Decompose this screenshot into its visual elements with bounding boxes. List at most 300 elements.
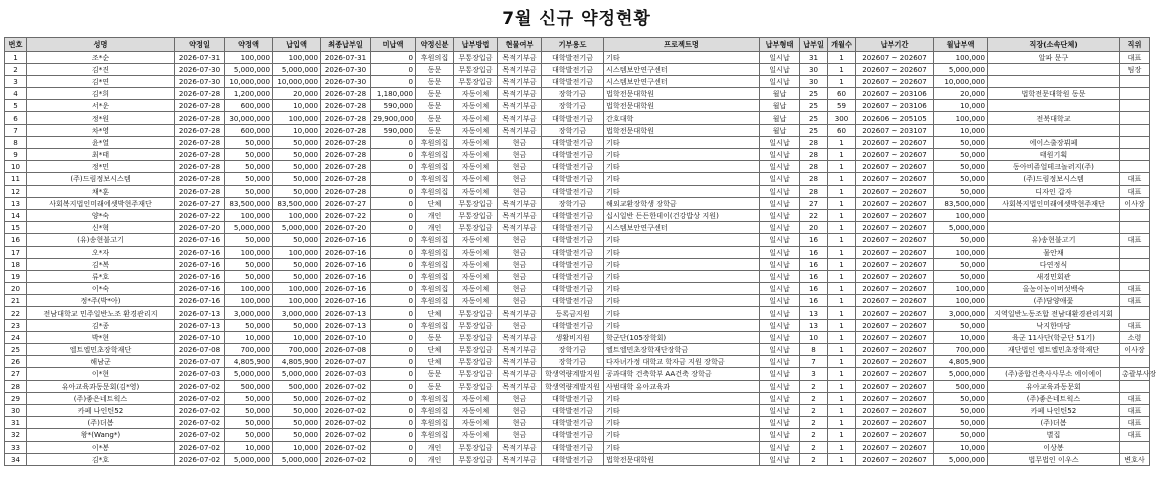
cell-workplace bbox=[988, 75, 1120, 87]
cell-no: 30 bbox=[5, 404, 27, 416]
cell-payment-period: 202607 ~ 202607 bbox=[856, 453, 934, 465]
cell-unpaid-amount: 1,180,000 bbox=[371, 88, 416, 100]
cell-payment-type: 일시납 bbox=[760, 441, 800, 453]
cell-project-name: 기타 bbox=[604, 149, 760, 161]
cell-payment-day: 28 bbox=[800, 161, 828, 173]
cell-payment-method: 무통장입금 bbox=[454, 63, 498, 75]
cell-donor-type: 후원의집 bbox=[416, 283, 454, 295]
header-col-pledge-date: 약정일 bbox=[175, 38, 225, 52]
cell-payment-type: 일시납 bbox=[760, 319, 800, 331]
cell-position bbox=[1120, 100, 1150, 112]
header-col-monthly-amount: 월납부액 bbox=[934, 38, 988, 52]
cell-workplace: 알파 문구 bbox=[988, 51, 1120, 63]
cell-in-kind: 목적기부금 bbox=[498, 441, 542, 453]
cell-name: 왕*(Wang*) bbox=[27, 429, 175, 441]
cell-payment-period: 202607 ~ 202607 bbox=[856, 356, 934, 368]
cell-no: 19 bbox=[5, 270, 27, 282]
cell-workplace: 사회복지법인미래에셋박현주재단 bbox=[988, 197, 1120, 209]
cell-position bbox=[1120, 161, 1150, 173]
cell-project-name: 십시일반 든든한데이(건강밥상 지원) bbox=[604, 209, 760, 221]
cell-name: 조*순 bbox=[27, 51, 175, 63]
cell-in-kind: 목적기부금 bbox=[498, 453, 542, 465]
cell-payment-type: 일시납 bbox=[760, 404, 800, 416]
cell-pledge-date: 2026-07-02 bbox=[175, 380, 225, 392]
cell-workplace: 새경민회관 bbox=[988, 270, 1120, 282]
cell-last-payment-date: 2026-07-08 bbox=[321, 344, 371, 356]
header-col-unpaid-amount: 미납액 bbox=[371, 38, 416, 52]
cell-pledge-date: 2026-07-02 bbox=[175, 392, 225, 404]
cell-pledge-amount: 100,000 bbox=[225, 295, 273, 307]
cell-pledge-date: 2026-07-02 bbox=[175, 404, 225, 416]
cell-pledge-date: 2026-07-10 bbox=[175, 331, 225, 343]
cell-pledge-date: 2026-07-28 bbox=[175, 124, 225, 136]
cell-payment-period: 202607 ~ 202607 bbox=[856, 392, 934, 404]
cell-monthly-amount: 50,000 bbox=[934, 185, 988, 197]
header-col-workplace: 직장(소속단체) bbox=[988, 38, 1120, 52]
cell-paid-amount: 5,000,000 bbox=[273, 63, 321, 75]
cell-pledge-amount: 600,000 bbox=[225, 100, 273, 112]
cell-name: 정*주(박*아) bbox=[27, 295, 175, 307]
cell-payment-day: 2 bbox=[800, 392, 828, 404]
table-row bbox=[5, 319, 1150, 331]
cell-payment-period: 202607 ~ 202607 bbox=[856, 404, 934, 416]
cell-months: 1 bbox=[828, 307, 856, 319]
cell-workplace: 카페 나인틴52 bbox=[988, 404, 1120, 416]
cell-in-kind: 목적기부금 bbox=[498, 112, 542, 124]
cell-pledge-date: 2026-07-22 bbox=[175, 209, 225, 221]
cell-pledge-date: 2026-07-16 bbox=[175, 283, 225, 295]
cell-donation-purpose: 대학발전기금 bbox=[542, 185, 604, 197]
cell-workplace: 재단법인 엘트엘민초장학재단 bbox=[988, 344, 1120, 356]
cell-donation-purpose: 대학발전기금 bbox=[542, 149, 604, 161]
cell-payment-period: 202607 ~ 202607 bbox=[856, 368, 934, 380]
cell-no: 20 bbox=[5, 283, 27, 295]
cell-unpaid-amount: 0 bbox=[371, 319, 416, 331]
cell-project-name: 기타 bbox=[604, 161, 760, 173]
cell-project-name: 법학전문대학원 bbox=[604, 124, 760, 136]
cell-pledge-amount: 5,000,000 bbox=[225, 222, 273, 234]
pledge-table-container bbox=[4, 37, 1156, 466]
cell-project-name: 법학전문대학원 bbox=[604, 100, 760, 112]
cell-name: 엘트엘민초장학재단 bbox=[27, 344, 175, 356]
table-row bbox=[5, 429, 1150, 441]
cell-name: 오*자 bbox=[27, 246, 175, 258]
cell-unpaid-amount: 0 bbox=[371, 246, 416, 258]
header-col-payment-day: 납부일 bbox=[800, 38, 828, 52]
cell-pledge-amount: 83,500,000 bbox=[225, 197, 273, 209]
cell-project-name: 다자녀가정 대학교 학자금 지원 장학금 bbox=[604, 356, 760, 368]
cell-position: 대표 bbox=[1120, 392, 1150, 404]
cell-position bbox=[1120, 149, 1150, 161]
cell-payment-method: 자동이체 bbox=[454, 88, 498, 100]
cell-position bbox=[1120, 441, 1150, 453]
cell-last-payment-date: 2026-07-30 bbox=[321, 75, 371, 87]
cell-months: 60 bbox=[828, 88, 856, 100]
cell-unpaid-amount: 0 bbox=[371, 356, 416, 368]
cell-pledge-date: 2026-07-16 bbox=[175, 246, 225, 258]
cell-pledge-amount: 50,000 bbox=[225, 319, 273, 331]
cell-unpaid-amount: 0 bbox=[371, 258, 416, 270]
cell-payment-method: 자동이체 bbox=[454, 124, 498, 136]
cell-donor-type: 개인 bbox=[416, 222, 454, 234]
cell-name: (유)송현불고기 bbox=[27, 234, 175, 246]
cell-paid-amount: 50,000 bbox=[273, 149, 321, 161]
cell-project-name: 기타 bbox=[604, 307, 760, 319]
cell-paid-amount: 100,000 bbox=[273, 283, 321, 295]
cell-workplace: 올농이농이버섯백숙 bbox=[988, 283, 1120, 295]
cell-donor-type: 동문 bbox=[416, 63, 454, 75]
cell-donation-purpose: 대학발전기금 bbox=[542, 222, 604, 234]
cell-project-name: 기타 bbox=[604, 136, 760, 148]
cell-in-kind: 목적기부금 bbox=[498, 75, 542, 87]
cell-payment-period: 202607 ~ 202607 bbox=[856, 380, 934, 392]
cell-donation-purpose: 대학발전기금 bbox=[542, 258, 604, 270]
cell-payment-period: 202607 ~ 202607 bbox=[856, 51, 934, 63]
cell-name: (주)좋은네트웍스 bbox=[27, 392, 175, 404]
cell-pledge-amount: 600,000 bbox=[225, 124, 273, 136]
cell-payment-day: 25 bbox=[800, 100, 828, 112]
cell-monthly-amount: 50,000 bbox=[934, 392, 988, 404]
cell-project-name: 기타 bbox=[604, 246, 760, 258]
cell-name: 신*혁 bbox=[27, 222, 175, 234]
cell-unpaid-amount: 0 bbox=[371, 380, 416, 392]
cell-pledge-amount: 100,000 bbox=[225, 209, 273, 221]
cell-monthly-amount: 100,000 bbox=[934, 112, 988, 124]
cell-no: 33 bbox=[5, 441, 27, 453]
cell-payment-type: 일시납 bbox=[760, 209, 800, 221]
cell-last-payment-date: 2026-07-07 bbox=[321, 356, 371, 368]
cell-payment-period: 202607 ~ 202607 bbox=[856, 258, 934, 270]
cell-project-name: 기타 bbox=[604, 319, 760, 331]
cell-donor-type: 후원의집 bbox=[416, 404, 454, 416]
cell-unpaid-amount: 0 bbox=[371, 295, 416, 307]
table-row bbox=[5, 246, 1150, 258]
cell-no: 2 bbox=[5, 63, 27, 75]
cell-unpaid-amount: 29,900,000 bbox=[371, 112, 416, 124]
table-row bbox=[5, 441, 1150, 453]
cell-paid-amount: 100,000 bbox=[273, 112, 321, 124]
cell-payment-period: 202607 ~ 202607 bbox=[856, 149, 934, 161]
cell-donor-type: 개인 bbox=[416, 441, 454, 453]
cell-payment-period: 202607 ~ 202607 bbox=[856, 136, 934, 148]
cell-last-payment-date: 2026-07-28 bbox=[321, 161, 371, 173]
cell-unpaid-amount: 0 bbox=[371, 429, 416, 441]
cell-name: 김*복 bbox=[27, 258, 175, 270]
cell-donor-type: 개인 bbox=[416, 453, 454, 465]
cell-payment-method: 자동이체 bbox=[454, 392, 498, 404]
cell-donation-purpose: 장학기금 bbox=[542, 344, 604, 356]
cell-payment-method: 무통장입금 bbox=[454, 453, 498, 465]
cell-payment-method: 무통장입금 bbox=[454, 344, 498, 356]
cell-project-name: 기타 bbox=[604, 258, 760, 270]
cell-position: 대표 bbox=[1120, 173, 1150, 185]
cell-payment-day: 30 bbox=[800, 63, 828, 75]
cell-payment-type: 일시납 bbox=[760, 429, 800, 441]
cell-monthly-amount: 50,000 bbox=[934, 149, 988, 161]
cell-payment-method: 자동이체 bbox=[454, 258, 498, 270]
cell-workplace bbox=[988, 356, 1120, 368]
cell-paid-amount: 50,000 bbox=[273, 136, 321, 148]
cell-unpaid-amount: 0 bbox=[371, 404, 416, 416]
cell-position bbox=[1120, 356, 1150, 368]
cell-payment-method: 무통장입금 bbox=[454, 51, 498, 63]
cell-pledge-date: 2026-07-28 bbox=[175, 112, 225, 124]
cell-months: 1 bbox=[828, 246, 856, 258]
cell-no: 11 bbox=[5, 173, 27, 185]
cell-workplace: (주)드림정보시스템 bbox=[988, 173, 1120, 185]
cell-donor-type: 후원의집 bbox=[416, 149, 454, 161]
cell-project-name: 기타 bbox=[604, 51, 760, 63]
cell-project-name: 기타 bbox=[604, 441, 760, 453]
cell-months: 59 bbox=[828, 100, 856, 112]
cell-no: 12 bbox=[5, 185, 27, 197]
table-row bbox=[5, 307, 1150, 319]
cell-payment-type: 일시납 bbox=[760, 392, 800, 404]
cell-payment-method: 무통장입금 bbox=[454, 380, 498, 392]
cell-monthly-amount: 5,000,000 bbox=[934, 453, 988, 465]
cell-unpaid-amount: 590,000 bbox=[371, 124, 416, 136]
cell-no: 6 bbox=[5, 112, 27, 124]
cell-pledge-amount: 3,000,000 bbox=[225, 307, 273, 319]
cell-payment-type: 일시납 bbox=[760, 331, 800, 343]
cell-donation-purpose: 대학발전기금 bbox=[542, 453, 604, 465]
header-col-position: 직위 bbox=[1120, 38, 1150, 52]
table-row bbox=[5, 173, 1150, 185]
cell-no: 17 bbox=[5, 246, 27, 258]
cell-months: 1 bbox=[828, 344, 856, 356]
cell-payment-day: 27 bbox=[800, 197, 828, 209]
cell-paid-amount: 50,000 bbox=[273, 270, 321, 282]
cell-months: 1 bbox=[828, 283, 856, 295]
cell-payment-type: 일시납 bbox=[760, 380, 800, 392]
cell-payment-method: 자동이체 bbox=[454, 149, 498, 161]
cell-in-kind: 현금 bbox=[498, 417, 542, 429]
cell-workplace: 이상봉 bbox=[988, 441, 1120, 453]
cell-monthly-amount: 50,000 bbox=[934, 270, 988, 282]
cell-payment-period: 202607 ~ 202607 bbox=[856, 295, 934, 307]
cell-donation-purpose: 대학발전기금 bbox=[542, 51, 604, 63]
cell-pledge-date: 2026-07-02 bbox=[175, 441, 225, 453]
cell-payment-day: 2 bbox=[800, 404, 828, 416]
cell-position: 대표 bbox=[1120, 429, 1150, 441]
cell-last-payment-date: 2026-07-02 bbox=[321, 453, 371, 465]
cell-payment-method: 무통장입금 bbox=[454, 441, 498, 453]
cell-payment-period: 202607 ~ 202607 bbox=[856, 234, 934, 246]
cell-pledge-amount: 30,000,000 bbox=[225, 112, 273, 124]
cell-payment-type: 일시납 bbox=[760, 222, 800, 234]
cell-workplace: 동아비쥬얼테크놀러지(주) bbox=[988, 161, 1120, 173]
table-row bbox=[5, 404, 1150, 416]
cell-monthly-amount: 4,805,900 bbox=[934, 356, 988, 368]
cell-name: 김*연 bbox=[27, 75, 175, 87]
cell-unpaid-amount: 0 bbox=[371, 417, 416, 429]
header-col-months: 개월수 bbox=[828, 38, 856, 52]
cell-months: 1 bbox=[828, 404, 856, 416]
cell-position bbox=[1120, 258, 1150, 270]
cell-payment-type: 월납 bbox=[760, 124, 800, 136]
cell-donation-purpose: 장학기금 bbox=[542, 88, 604, 100]
cell-pledge-amount: 5,000,000 bbox=[225, 63, 273, 75]
cell-months: 1 bbox=[828, 368, 856, 380]
cell-paid-amount: 500,000 bbox=[273, 380, 321, 392]
cell-payment-type: 일시납 bbox=[760, 51, 800, 63]
cell-position: 이사장 bbox=[1120, 197, 1150, 209]
cell-payment-method: 자동이체 bbox=[454, 270, 498, 282]
cell-project-name: 법학전문대학원 bbox=[604, 453, 760, 465]
cell-donation-purpose: 대학발전기금 bbox=[542, 319, 604, 331]
cell-months: 1 bbox=[828, 270, 856, 282]
cell-in-kind: 목적기부금 bbox=[498, 100, 542, 112]
cell-project-name: 기타 bbox=[604, 283, 760, 295]
table-row bbox=[5, 344, 1150, 356]
header-col-no: 번호 bbox=[5, 38, 27, 52]
cell-months: 300 bbox=[828, 112, 856, 124]
cell-payment-day: 22 bbox=[800, 209, 828, 221]
table-row bbox=[5, 100, 1150, 112]
cell-pledge-amount: 50,000 bbox=[225, 429, 273, 441]
cell-payment-day: 13 bbox=[800, 307, 828, 319]
cell-payment-period: 202607 ~ 202607 bbox=[856, 429, 934, 441]
cell-workplace: 법무법인 이우스 bbox=[988, 453, 1120, 465]
cell-monthly-amount: 3,000,000 bbox=[934, 307, 988, 319]
cell-pledge-date: 2026-07-27 bbox=[175, 197, 225, 209]
cell-unpaid-amount: 0 bbox=[371, 283, 416, 295]
cell-in-kind: 현금 bbox=[498, 185, 542, 197]
cell-last-payment-date: 2026-07-16 bbox=[321, 295, 371, 307]
cell-months: 1 bbox=[828, 319, 856, 331]
cell-project-name: 학군단(105장학회) bbox=[604, 331, 760, 343]
cell-monthly-amount: 5,000,000 bbox=[934, 222, 988, 234]
cell-donor-type: 동문 bbox=[416, 112, 454, 124]
cell-position bbox=[1120, 222, 1150, 234]
cell-in-kind: 현금 bbox=[498, 234, 542, 246]
cell-workplace: 태원기획 bbox=[988, 149, 1120, 161]
cell-last-payment-date: 2026-07-02 bbox=[321, 404, 371, 416]
cell-last-payment-date: 2026-07-16 bbox=[321, 258, 371, 270]
cell-monthly-amount: 10,000 bbox=[934, 124, 988, 136]
cell-last-payment-date: 2026-07-02 bbox=[321, 429, 371, 441]
cell-donor-type: 후원의집 bbox=[416, 161, 454, 173]
cell-unpaid-amount: 0 bbox=[371, 136, 416, 148]
cell-months: 1 bbox=[828, 331, 856, 343]
cell-position bbox=[1120, 124, 1150, 136]
cell-monthly-amount: 50,000 bbox=[934, 136, 988, 148]
cell-payment-day: 7 bbox=[800, 356, 828, 368]
cell-monthly-amount: 50,000 bbox=[934, 258, 988, 270]
cell-position: 소령 bbox=[1120, 331, 1150, 343]
cell-pledge-date: 2026-07-28 bbox=[175, 136, 225, 148]
table-row bbox=[5, 283, 1150, 295]
cell-payment-period: 202607 ~ 203107 bbox=[856, 124, 934, 136]
cell-workplace: (주)종합건축사사무소 에이에이 bbox=[988, 368, 1120, 380]
cell-unpaid-amount: 0 bbox=[371, 185, 416, 197]
cell-no: 24 bbox=[5, 331, 27, 343]
cell-donor-type: 동문 bbox=[416, 124, 454, 136]
table-body bbox=[5, 51, 1156, 465]
cell-payment-period: 202607 ~ 202607 bbox=[856, 307, 934, 319]
cell-paid-amount: 5,000,000 bbox=[273, 453, 321, 465]
cell-workplace: 지역일반노동조합 전남대환경관리지회 bbox=[988, 307, 1120, 319]
cell-unpaid-amount: 0 bbox=[371, 51, 416, 63]
cell-project-name: 공과대학 건축학부 AA건축 장학금 bbox=[604, 368, 760, 380]
cell-payment-day: 16 bbox=[800, 234, 828, 246]
cell-payment-period: 202607 ~ 202607 bbox=[856, 75, 934, 87]
cell-paid-amount: 50,000 bbox=[273, 234, 321, 246]
cell-paid-amount: 20,000 bbox=[273, 88, 321, 100]
cell-payment-type: 일시납 bbox=[760, 295, 800, 307]
cell-pledge-amount: 50,000 bbox=[225, 404, 273, 416]
cell-workplace: 유)송현불고기 bbox=[988, 234, 1120, 246]
header-col-in-kind: 현물여부 bbox=[498, 38, 542, 52]
cell-payment-period: 202607 ~ 202607 bbox=[856, 197, 934, 209]
cell-last-payment-date: 2026-07-02 bbox=[321, 392, 371, 404]
cell-project-name: 시스템보안연구센터 bbox=[604, 75, 760, 87]
cell-donation-purpose: 대학발전기금 bbox=[542, 161, 604, 173]
cell-payment-period: 202607 ~ 202607 bbox=[856, 319, 934, 331]
cell-donation-purpose: 대학발전기금 bbox=[542, 429, 604, 441]
cell-in-kind: 목적기부금 bbox=[498, 368, 542, 380]
cell-workplace bbox=[988, 63, 1120, 75]
cell-monthly-amount: 10,000 bbox=[934, 100, 988, 112]
cell-in-kind: 목적기부금 bbox=[498, 88, 542, 100]
cell-donation-purpose: 대학발전기금 bbox=[542, 295, 604, 307]
cell-in-kind: 목적기부금 bbox=[498, 209, 542, 221]
cell-pledge-amount: 700,000 bbox=[225, 344, 273, 356]
cell-last-payment-date: 2026-07-28 bbox=[321, 88, 371, 100]
cell-last-payment-date: 2026-07-28 bbox=[321, 149, 371, 161]
cell-payment-type: 일시납 bbox=[760, 246, 800, 258]
cell-monthly-amount: 20,000 bbox=[934, 88, 988, 100]
cell-monthly-amount: 10,000,000 bbox=[934, 75, 988, 87]
cell-donation-purpose: 장학기금 bbox=[542, 100, 604, 112]
cell-paid-amount: 50,000 bbox=[273, 319, 321, 331]
cell-last-payment-date: 2026-07-16 bbox=[321, 234, 371, 246]
cell-monthly-amount: 50,000 bbox=[934, 417, 988, 429]
cell-in-kind: 목적기부금 bbox=[498, 222, 542, 234]
cell-position bbox=[1120, 112, 1150, 124]
cell-no: 29 bbox=[5, 392, 27, 404]
cell-donor-type: 동문 bbox=[416, 380, 454, 392]
cell-donation-purpose: 장학기금 bbox=[542, 356, 604, 368]
cell-donor-type: 후원의집 bbox=[416, 136, 454, 148]
cell-payment-method: 무통장입금 bbox=[454, 356, 498, 368]
cell-pledge-amount: 50,000 bbox=[225, 185, 273, 197]
cell-workplace: 육군 11사단(학군단 51기) bbox=[988, 331, 1120, 343]
table-row bbox=[5, 112, 1150, 124]
table-row bbox=[5, 453, 1150, 465]
cell-payment-period: 202607 ~ 202607 bbox=[856, 222, 934, 234]
table-row bbox=[5, 331, 1150, 343]
cell-monthly-amount: 50,000 bbox=[934, 173, 988, 185]
cell-name: 해남군 bbox=[27, 356, 175, 368]
cell-pledge-amount: 50,000 bbox=[225, 161, 273, 173]
cell-payment-period: 202606 ~ 205105 bbox=[856, 112, 934, 124]
cell-in-kind: 현금 bbox=[498, 149, 542, 161]
cell-payment-period: 202607 ~ 202607 bbox=[856, 331, 934, 343]
cell-payment-type: 일시납 bbox=[760, 197, 800, 209]
cell-donor-type: 동문 bbox=[416, 331, 454, 343]
cell-monthly-amount: 100,000 bbox=[934, 209, 988, 221]
cell-payment-method: 무통장입금 bbox=[454, 307, 498, 319]
cell-donor-type: 후원의집 bbox=[416, 234, 454, 246]
cell-unpaid-amount: 0 bbox=[371, 234, 416, 246]
table-row bbox=[5, 258, 1150, 270]
cell-pledge-amount: 50,000 bbox=[225, 173, 273, 185]
cell-paid-amount: 50,000 bbox=[273, 392, 321, 404]
cell-donor-type: 단체 bbox=[416, 197, 454, 209]
cell-project-name: 기타 bbox=[604, 392, 760, 404]
cell-name: 전남대학교 민주일반노조 환경관리지 bbox=[27, 307, 175, 319]
